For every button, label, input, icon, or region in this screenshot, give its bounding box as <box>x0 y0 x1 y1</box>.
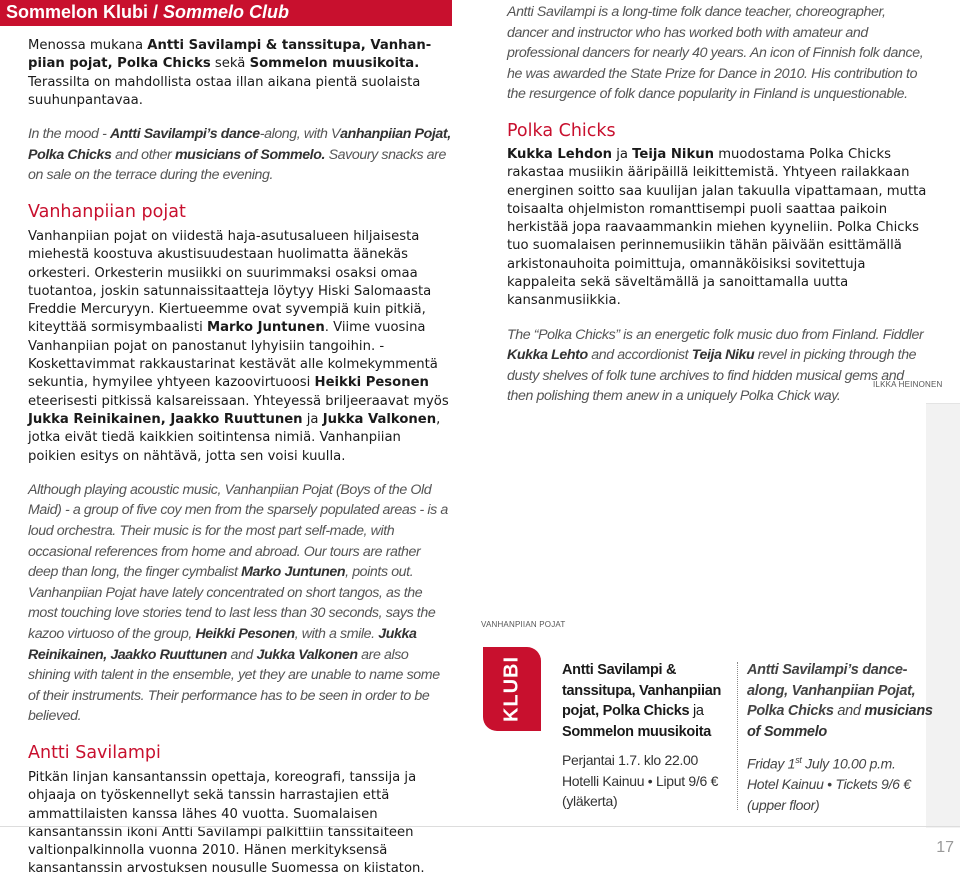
photo-credit-heinonen: ILKKA HEINONEN <box>873 380 943 389</box>
event-date-fi: Perjantai 1.7. klo 22.00 <box>562 752 699 768</box>
right-column <box>507 0 927 407</box>
event-info-fi <box>562 660 732 812</box>
savilampi-heading: Antti Savilampi <box>28 742 161 763</box>
event-title-en: Antti Savilampi’s dance-along, Vanhanpiian Pojat, Polka Chicks and musicians of Sommelo <box>747 662 933 740</box>
header-bar <box>0 0 452 26</box>
page-title <box>6 2 289 23</box>
vanhanpiian-en: Although playing acoustic music, Vanhanpiian Pojat (Boys of the Old Maid) - a group of five coy men from the sparsely populated areas - is a loud orchestra. Their music is for the most part self-made, with occasional references from home and abroad. Our tours are rather deep than long, the finger cymbalist Marko Juntunen, points out. Vanhanpiian Pojat have lately concentrated on short tangos, as the most touching love stories tend to last less than 30 seconds, says the kazoo virtuoso of the group, Heikki Pesonen, with a smile. Jukka Reinikainen, Jaakko Ruuttunen and Jukka Valkonen are also shining with talent in the ensemble, yet they are unable to name some of their instruments. Their performance has to be seen in order to be believed. <box>28 481 448 725</box>
klubi-label: KLUBI <box>500 655 523 723</box>
intro-performers: Antti Savilampi & tanssitupa, Vanhanpiian pojat, Polka Chicks <box>28 38 432 72</box>
event-date-en: Friday 1st July 10.00 p.m. <box>747 755 896 772</box>
savilampi-en: Antti Savilampi is a long-time folk dance teacher, choreographer, dancer and instructor who has worked both with amateur and professional dancers for nearly 40 years. An icon of Finnish folk dance, he was awarded the State Prize for Dance in 2010. His contribution to the resurgence of folk dance popularity in Finland is unquestionable. <box>507 4 924 103</box>
event-floor-en: (upper floor) <box>747 796 820 813</box>
event-venue-en: Hotel Kainuu • Tickets 9/6 € <box>747 776 911 793</box>
event-floor-fi: (yläkerta) <box>562 793 618 809</box>
klubi-badge <box>483 647 541 731</box>
title-fi: Sommelon Klubi / <box>6 2 164 22</box>
event-divider <box>737 662 738 810</box>
event-venue-fi: Hotelli Kainuu • Liput 9/6 € <box>562 772 719 789</box>
event-info-en <box>747 660 937 815</box>
savilampi-fi: Pitkän linjan kansantanssin opettaja, koreografi, tanssija ja ohjaaja on työskennellyt sekä tanssin harrastajien että ammattilaisten kanssa lähes 40 vuotta. Suomalaisen kansantanssin ikoni Antti Savilampi palkittiin tanssitaiteen valtionpalkinnolla vuonna 2010. Hänen merkityksensä kansantanssin arvostuksen nousulle Suomessa on kiistaton. <box>28 769 425 877</box>
title-en: Sommelo Club <box>163 2 290 22</box>
photo-credit-vanhanpiian: VANHANPIIAN POJAT <box>481 620 566 629</box>
page-number: 17 <box>936 839 954 856</box>
polka-heading: Polka Chicks <box>507 120 616 141</box>
vanhanpiian-heading: Vanhanpiian pojat <box>28 201 186 222</box>
event-title-fi: Antti Savilampi & tanssitupa, Vanhanpiian pojat, Polka Chicks ja Sommelon muusikoita <box>562 662 722 740</box>
left-column <box>28 34 452 879</box>
footer-rule <box>0 826 960 827</box>
polka-en: The “Polka Chicks” is an energetic folk music duo from Finland. Fiddler Kukka Lehto and accordionist Teija Niku revel in picking through the dusty shelves of folk tune archives to find hidden musical gems and then polishing them anew in a uniquely Polka Chick way. <box>507 326 924 405</box>
event-details-fi <box>562 750 732 812</box>
intro-musicians: Sommelon muusikoita. <box>249 56 420 72</box>
intro-en: In the mood - Antti Savilampi’s dance-along, with Vanhanpiian Pojat, Polka Chicks and other musicians of Sommelo. Savoury snacks are on sale on the terrace during the evening. <box>28 126 451 184</box>
vanhanpiian-fi: Vanhanpiian pojat on viidestä haja-asutusalueen hiljaisesta miehestä koostuva akustisuudestaan huolimatta äänekäs orkesteri. Orkesterin musiikki on suurimmaksi osaksi omaa tuotantoa, joskin satunnaissitaatteja löytyy Hiski Salomaasta Freddie Mercuryyn. Kiertueemme ovat syvempiä kuin pitkiä, kiteyttää sormisymbaalisti Marko Juntunen. Viime vuosina Vanhanpiian pojat on panostanut lyhyisiin tangoihin. - Koskettavimmat rakkaustarinat kestävät alle kolmekymmentä sekuntia, hymyilee yhtyeen kazoovirtuoosi Heikki Pesonen eteerisesti pitkissä kalsareissaan. Yhteyessä brilјeeraavat myös Jukka Reinikainen, Jaakko Ruuttunen ja Jukka Valkonen, jotka eivät tiedä kaikkien soitintensa nimiä. Vanhanpiian poikien esitys on nähtävä, jotta sen voisi kuulla. <box>28 228 449 464</box>
polka-fi: Kukka Lehdon ja Teija Nikun muodostama Polka Chicks rakastaa musiikin ääripäillä leikittemistä. Yhtyeen railakkaan energinen soitto saa kuulijan jalan takuulla vipattamaan, mutta toisaalta ohjelmiston romanttisempi puoli saattaa paikoin herkistää jopa raavaammankin miehen kyyneliin. Polka Chicks tuo suomalaisen perinnemusiikin tähän päivään esittämällä arkistonauhoita poimittuja, omannäköisiksi sovitettuja kappaleita sekä säveltämällä ja sanoittamalla uutta kansanmusiikkia. <box>507 146 927 309</box>
event-details-en <box>747 750 937 815</box>
intro-fi: Menossa mukana Antti Savilampi & tanssitupa, Vanhanpiian pojat, Polka Chicks sekä Sommelon muusikoita. Terassilta on mahdollista ostaa illan aikana pientä suolaista suuhunpantavaa. <box>28 38 432 108</box>
